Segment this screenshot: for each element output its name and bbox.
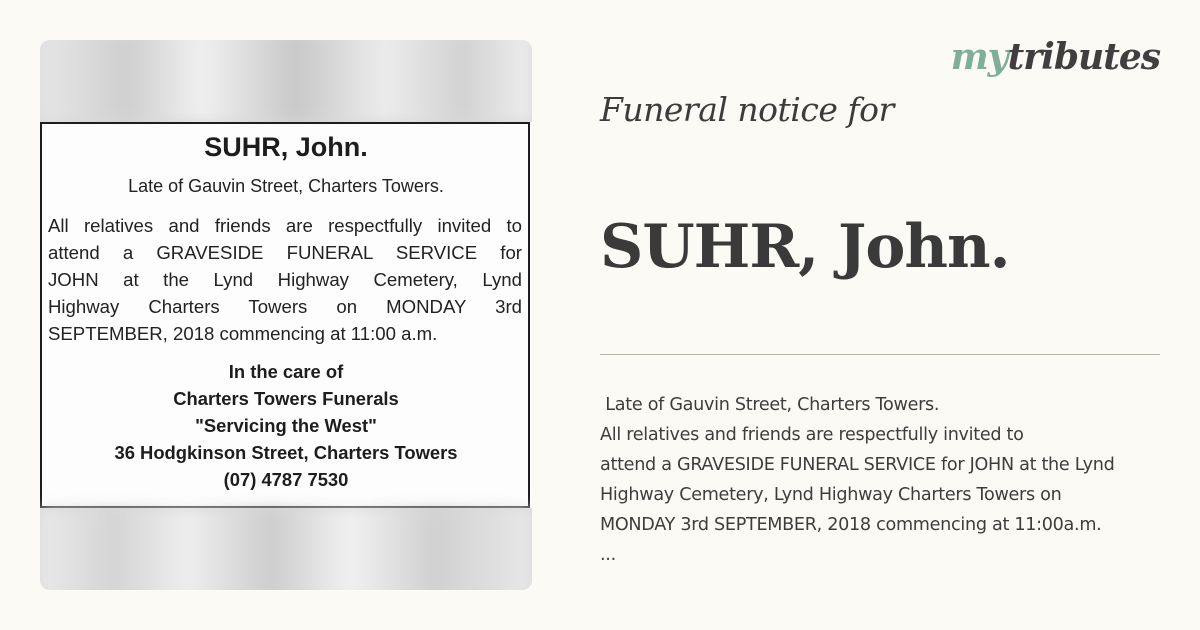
logo-tributes: tributes xyxy=(1007,36,1160,78)
mytributes-logo[interactable] xyxy=(951,36,1160,78)
excerpt-line: attend a GRAVESIDE FUNERAL SERVICE for JOHN at the Lynd xyxy=(600,455,1115,475)
deceased-name-title: SUHR, John. xyxy=(600,212,1010,282)
blurred-bottom-region xyxy=(40,508,532,590)
notice-body-line: JOHN at the Lynd Highway Cemetery, Lynd xyxy=(48,269,522,290)
care-line: "Servicing the West" xyxy=(195,415,377,436)
notice-care-of xyxy=(40,358,532,493)
care-line: In the care of xyxy=(228,361,344,382)
excerpt-line: All relatives and friends are respectfully invited to xyxy=(600,425,1024,445)
divider xyxy=(600,354,1160,355)
excerpt-ellipsis: ... xyxy=(600,545,616,565)
funeral-notice-subhead: Funeral notice for xyxy=(600,90,894,129)
notice-excerpt xyxy=(600,390,1190,570)
notice-image xyxy=(40,40,532,590)
notice-paper xyxy=(40,122,532,508)
notice-body-line: attend a GRAVESIDE FUNERAL SERVICE for xyxy=(48,242,522,263)
excerpt-line: Highway Cemetery, Lynd Highway Charters Towers on xyxy=(600,485,1062,505)
care-line: 36 Hodgkinson Street, Charters Towers xyxy=(114,442,458,463)
care-line: (07) 4787 7530 xyxy=(223,469,349,490)
logo-my: my xyxy=(950,36,1008,78)
notice-body-line: SEPTEMBER, 2018 commencing at 11:00 a.m. xyxy=(48,323,438,344)
excerpt-line: Late of Gauvin Street, Charters Towers. xyxy=(600,395,940,415)
notice-body-line: Highway Charters Towers on MONDAY 3rd xyxy=(48,296,522,317)
care-line: Charters Towers Funerals xyxy=(173,388,399,409)
notice-title: SUHR, John. xyxy=(204,132,368,162)
excerpt-line: MONDAY 3rd SEPTEMBER, 2018 commencing at 11:00a.m. xyxy=(600,515,1102,535)
blurred-top-region xyxy=(40,40,532,122)
notice-body-line: All relatives and friends are respectfully invited to xyxy=(48,215,522,236)
notice-late-of: Late of Gauvin Street, Charters Towers. xyxy=(128,176,444,196)
notice-body xyxy=(48,212,522,347)
